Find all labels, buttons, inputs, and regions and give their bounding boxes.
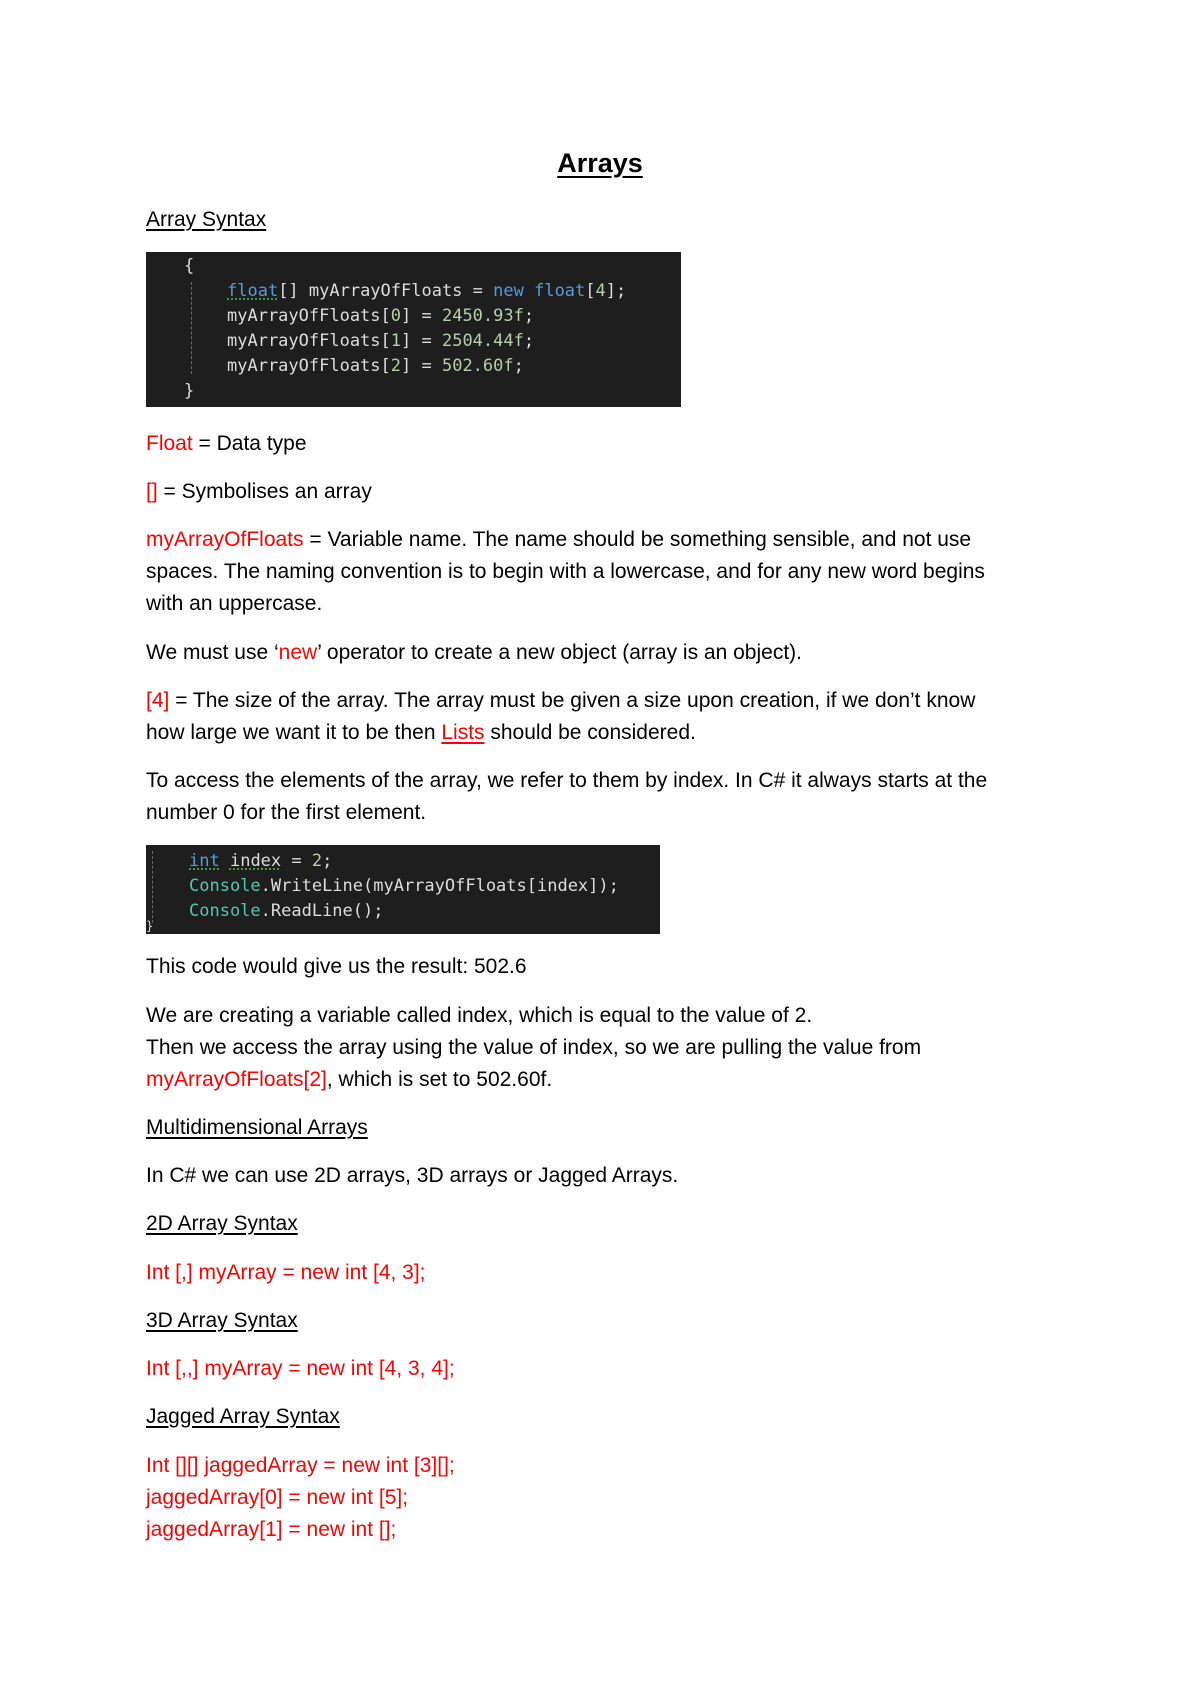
- definition-float: Float = Data type: [146, 432, 307, 455]
- page-title: Arrays: [557, 148, 643, 178]
- heading-array-syntax: Array Syntax: [146, 208, 267, 231]
- indent-guide: [191, 282, 192, 374]
- result-text: This code would give us the result: 502.6: [146, 955, 527, 978]
- code-line-index: int index = 2;: [189, 851, 333, 871]
- code-line-assign-2: myArrayOfFloats[2] = 502.60f;: [227, 356, 524, 376]
- explanation-line3: myArrayOfFloats[2], which is set to 502.60f.: [146, 1068, 553, 1091]
- definition-size-line2: how large we want it to be then Lists should be considered.: [146, 721, 696, 744]
- heading-jagged-array-syntax: Jagged Array Syntax: [146, 1405, 340, 1428]
- definition-brackets: [] = Symbolises an array: [146, 480, 372, 503]
- definition-variable-name-line3: with an uppercase.: [146, 592, 323, 615]
- code-line-writeline: Console.WriteLine(myArrayOfFloats[index]);: [189, 876, 619, 896]
- syntax-jagged-line3: jaggedArray[1] = new int [];: [146, 1518, 397, 1541]
- lists-link[interactable]: Lists: [441, 721, 485, 744]
- syntax-3d-array: Int [,,] myArray = new int [4, 3, 4];: [146, 1357, 455, 1380]
- heading-3d-array-syntax: 3D Array Syntax: [146, 1309, 298, 1332]
- code-line-declaration: float[] myArrayOfFloats = new float[4];: [227, 281, 627, 301]
- syntax-jagged-line1: Int [][] jaggedArray = new int [3][];: [146, 1454, 455, 1477]
- definition-size-line1: [4] = The size of the array. The array must be given a size upon creation, if we don’t know: [146, 689, 976, 712]
- definition-new-operator: We must use ‘new’ operator to create a new object (array is an object).: [146, 641, 802, 664]
- syntax-jagged-line2: jaggedArray[0] = new int [5];: [146, 1486, 409, 1509]
- explanation-line2: Then we access the array using the value of index, so we are pulling the value from: [146, 1036, 922, 1059]
- code-line-assign-1: myArrayOfFloats[1] = 2504.44f;: [227, 331, 535, 351]
- definition-variable-name-line1: myArrayOfFloats = Variable name. The name should be something sensible, and not use: [146, 528, 972, 551]
- heading-2d-array-syntax: 2D Array Syntax: [146, 1212, 298, 1235]
- code-close-brace: }: [184, 381, 195, 401]
- heading-multidimensional-arrays: Multidimensional Arrays: [146, 1116, 368, 1139]
- access-paragraph-line2: number 0 for the first element.: [146, 801, 427, 824]
- definition-variable-name-line2: spaces. The naming convention is to begin with a lowercase, and for any new word begins: [146, 560, 985, 583]
- indent-guide: [152, 851, 153, 923]
- code-open-brace: {: [184, 256, 195, 276]
- code-line-readline: Console.ReadLine();: [189, 901, 384, 921]
- code-close-brace: }: [146, 919, 154, 933]
- multidimensional-intro: In C# we can use 2D arrays, 3D arrays or Jagged Arrays.: [146, 1164, 679, 1187]
- code-block-array-declaration: [146, 252, 681, 407]
- access-paragraph-line1: To access the elements of the array, we refer to them by index. In C# it always starts at the: [146, 769, 988, 792]
- code-block-index-access: [146, 845, 660, 934]
- explanation-line1: We are creating a variable called index, which is equal to the value of 2.: [146, 1004, 813, 1027]
- syntax-2d-array: Int [,] myArray = new int [4, 3];: [146, 1261, 426, 1284]
- code-line-assign-0: myArrayOfFloats[0] = 2450.93f;: [227, 306, 535, 326]
